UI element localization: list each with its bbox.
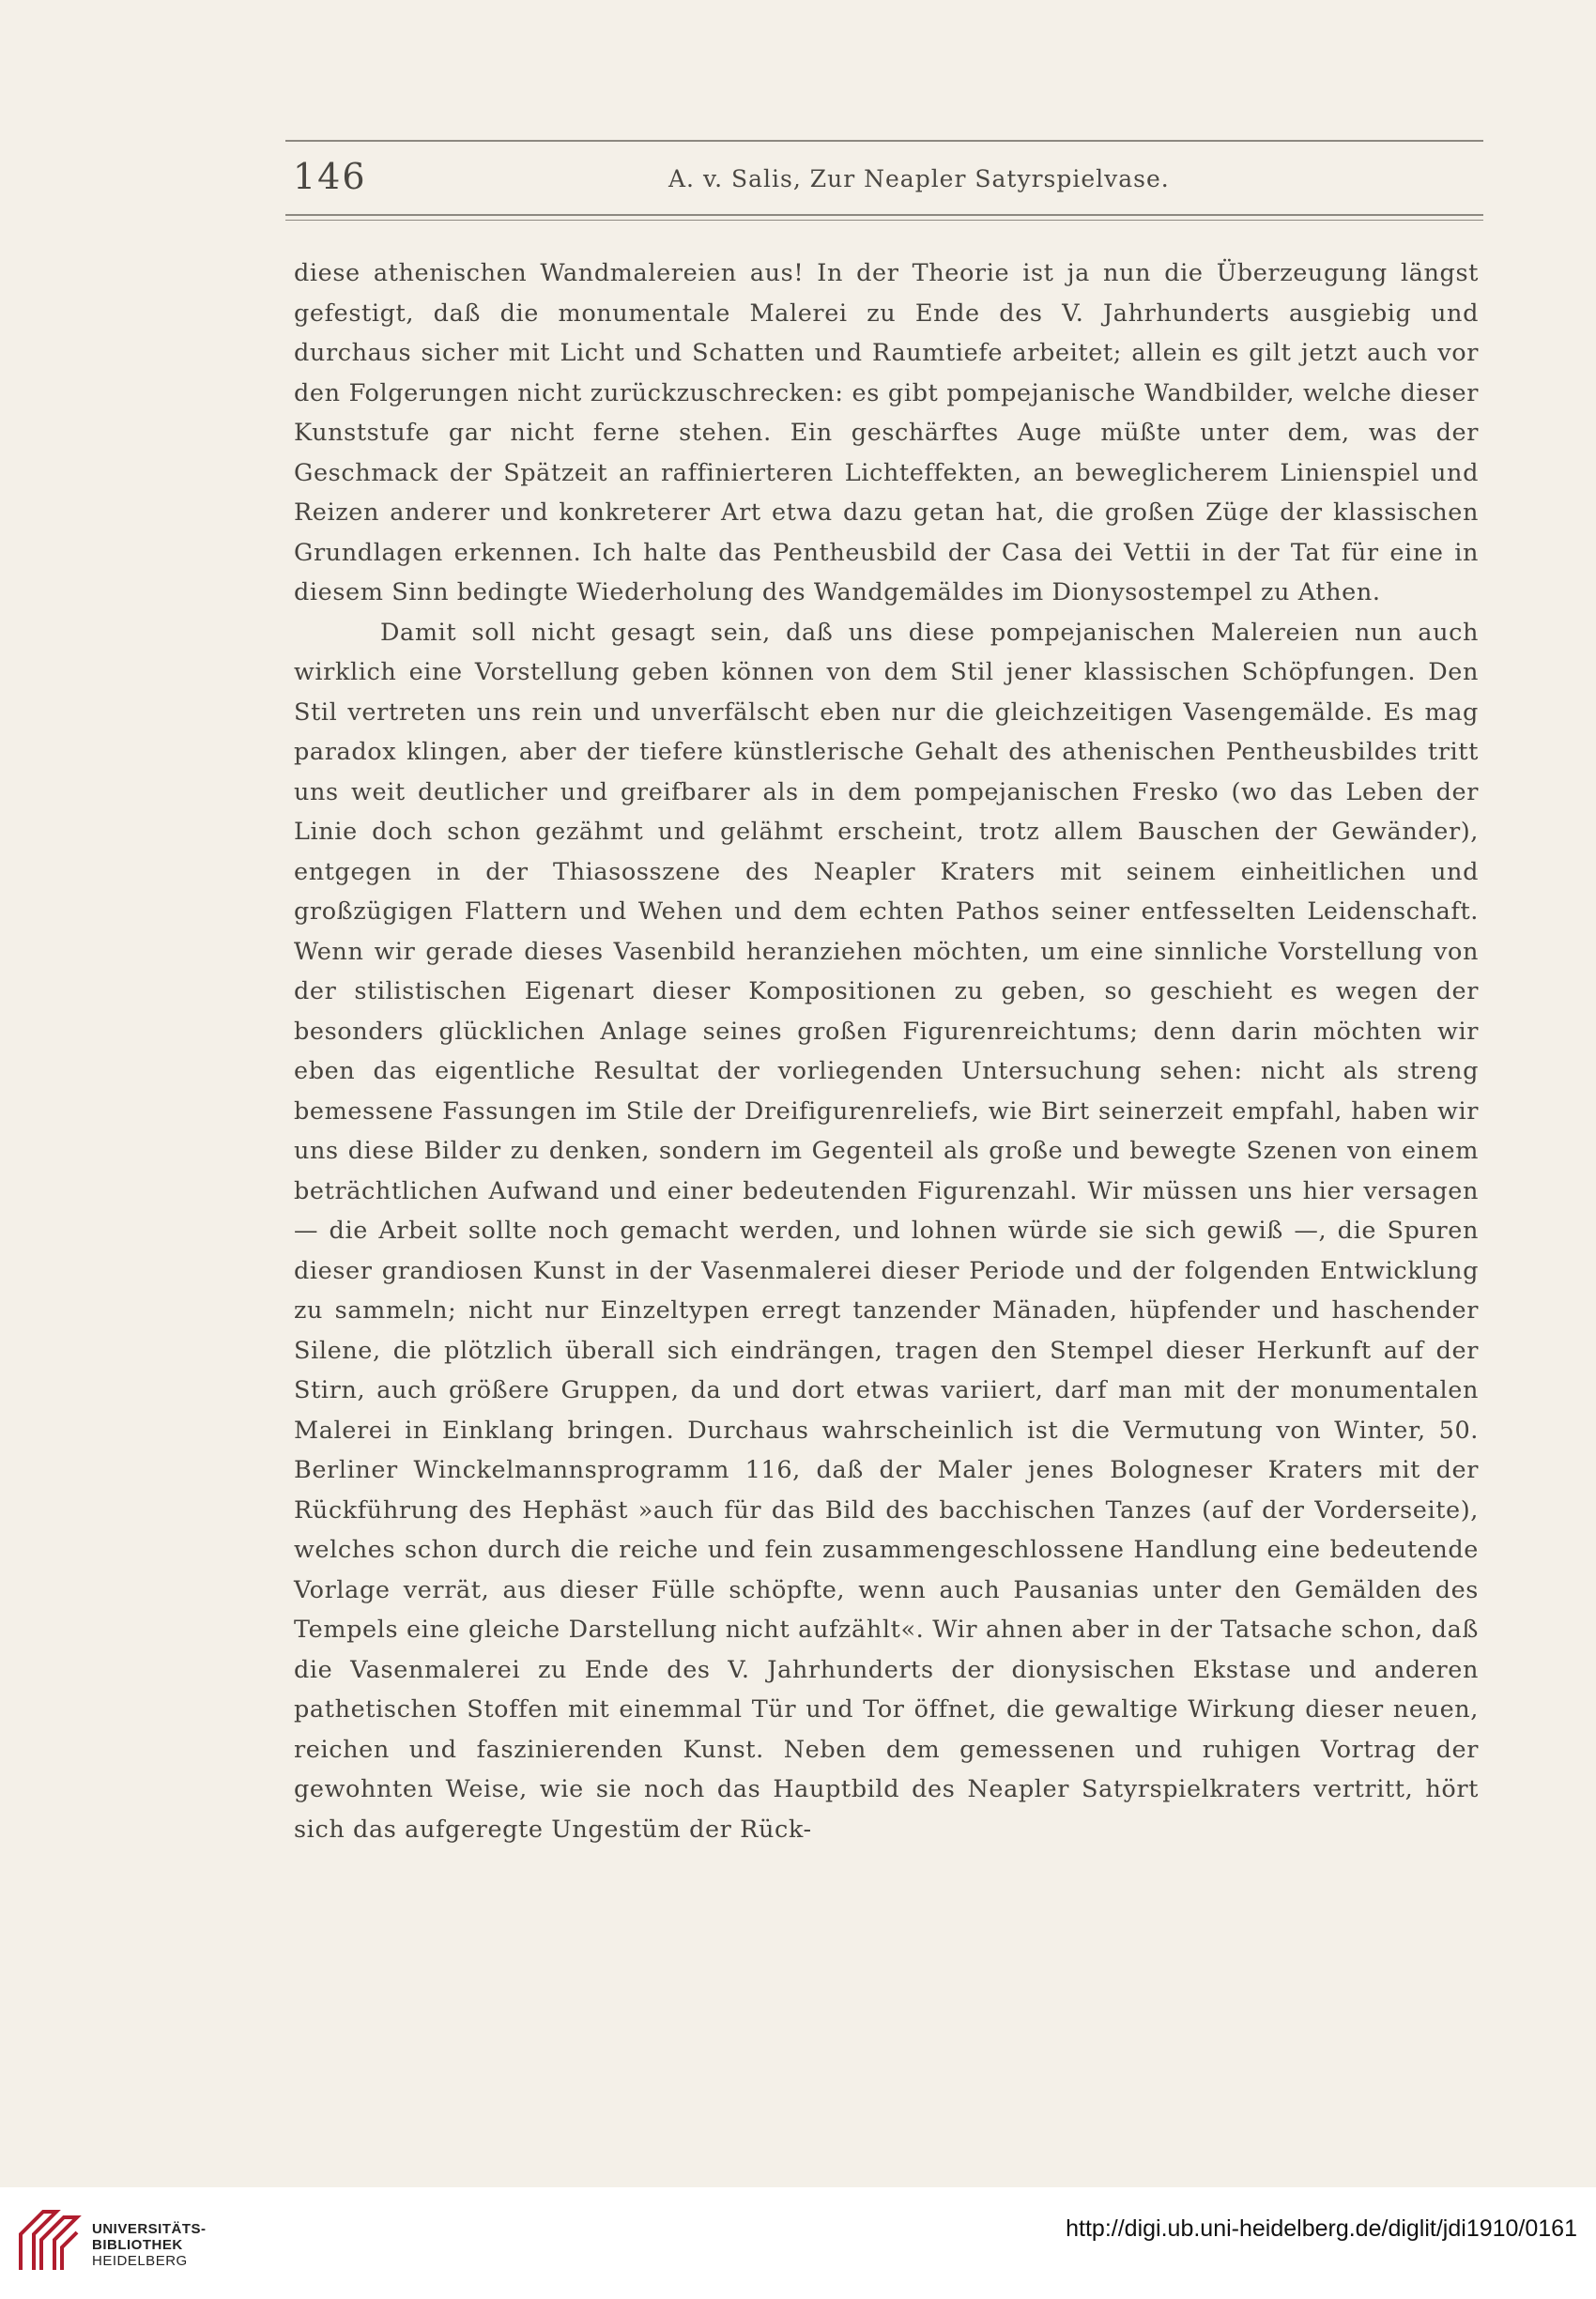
logo-line-1: UNIVERSITÄTS-: [92, 2221, 207, 2237]
library-logo-text: [92, 2221, 207, 2269]
running-title: A. v. Salis, Zur Neapler Satyrspielvase.: [668, 165, 1170, 192]
paragraph-2: Damit soll nicht gesagt sein, daß uns diese pompejanischen Malereien nun auch wirklich eine Vorstellung geben können von dem Stil jener klassischen Schöpfungen. Den Stil vertreten uns rein und unverfälscht eben nur die gleichzeitigen Vasengemälde. Es mag paradox klingen, aber der tiefere künstlerische Gehalt des athenischen Pentheusbildes tritt uns weit deutlicher und greifbarer als in dem pompejanischen Fresko (wo das Leben der Linie doch schon gezähmt und gelähmt erscheint, trotz allem Bauschen der Gewänder), entgegen in der Thiasosszene des Neapler Kraters mit seinem einheitlichen und großzügigen Flattern und Wehen und dem echten Pathos seiner entfesselten Leidenschaft. Wenn wir gerade dieses Vasenbild heranziehen möchten, um eine sinnliche Vorstellung von der stilistischen Eigenart dieser Kompositionen zu geben, so geschieht es wegen der besonders glücklichen Anlage seines großen Figurenreichtums; denn darin möchten wir eben das eigentliche Resultat der vorliegenden Untersuchung sehen: nicht als streng bemessene Fassungen im Stile der Dreifigurenreliefs, wie Birt seinerzeit empfahl, haben wir uns diese Bilder zu denken, sondern im Gegenteil als große und bewegte Szenen von einem beträchtlichen Aufwand und einer bedeutenden Figurenzahl. Wir müssen uns hier versagen — die Arbeit sollte noch gemacht werden, und lohnen würde sie sich gewiß —, die Spuren dieser grandiosen Kunst in der Vasenmalerei dieser Periode und der folgenden Entwicklung zu sammeln; nicht nur Einzeltypen erregt tanzender Mänaden, hüpfender und haschender Silene, die plötzlich überall sich eindrängen, tragen den Stempel dieser Herkunft auf der Stirn, auch größere Gruppen, da und dort etwas variiert, darf man mit der monumentalen Malerei in Einklang bringen. Durchaus wahrscheinlich ist die Vermutung von Winter, 50. Berliner Winckelmannsprogramm 116, daß der Maler jenes Bologneser Kraters mit der Rückführung des Hephäst »auch für das Bild des bacchischen Tanzes (auf der Vorderseite), welches schon durch die reiche und fein zusammengeschlossene Handlung eine bedeutende Vorlage verrät, aus dieser Fülle schöpfte, wenn auch Pausanias unter den Gemälden des Tempels eine gleiche Darstellung nicht aufzählt«. Wir ahnen aber in der Tatsache schon, daß die Vasenmalerei zu Ende des V. Jahrhunderts der dionysischen Ekstase und anderen pathetischen Stoffen mit einemmal Tür und Tor öffnet, die gewaltige Wirkung dieser neuen, reichen und faszinierenden Kunst. Neben dem gemessenen und ruhigen Vortrag der gewohnten Weise, wie sie noch das Hauptbild des Neapler Satyrspielkraters vertritt, hört sich das aufgeregte Ungestüm der Rück-: [294, 618, 1479, 1844]
paragraph-1: diese athenischen Wandmalereien aus! In der Theorie ist ja nun die Überzeugung längst gefestigt, daß die monumentale Malerei zu Ende des V. Jahrhunderts ausgiebig und durchaus sicher mit Licht und Schatten und Raumtiefe arbeitet; allein es gilt jetzt auch vor den Folgerungen nicht zurückzuschrecken: es gibt pompejanische Wandbilder, welche dieser Kunststufe gar nicht ferne stehen. Ein geschärftes Auge müßte unter dem, was der Geschmack der Spätzeit an raffinierteren Lichteffekten, an beweglicherem Linienspiel und Reizen anderer und konkreterer Art etwa dazu getan hat, die großen Züge der klassischen Grundlagen erkennen. Ich halte das Pentheusbild der Casa dei Vettii in der Tat für eine in diesem Sinn bedingte Wiederholung des Wandgemäldes im Dionysostempel zu Athen.: [294, 259, 1479, 606]
running-head: [293, 156, 1483, 203]
body-text: [294, 253, 1479, 1849]
logo-line-2: BIBLIOTHEK: [92, 2237, 183, 2253]
viewer-footer: [0, 2187, 1596, 2299]
library-logo-icon: [15, 2206, 84, 2276]
logo-line-3: HEIDELBERG: [92, 2253, 188, 2269]
header-rule: [285, 140, 1483, 142]
page-number: 146: [293, 156, 367, 197]
permalink-url[interactable]: http://digi.ub.uni-heidelberg.de/diglit/jdi1910/0161: [1066, 2215, 1577, 2242]
header-double-rule: [285, 214, 1483, 221]
